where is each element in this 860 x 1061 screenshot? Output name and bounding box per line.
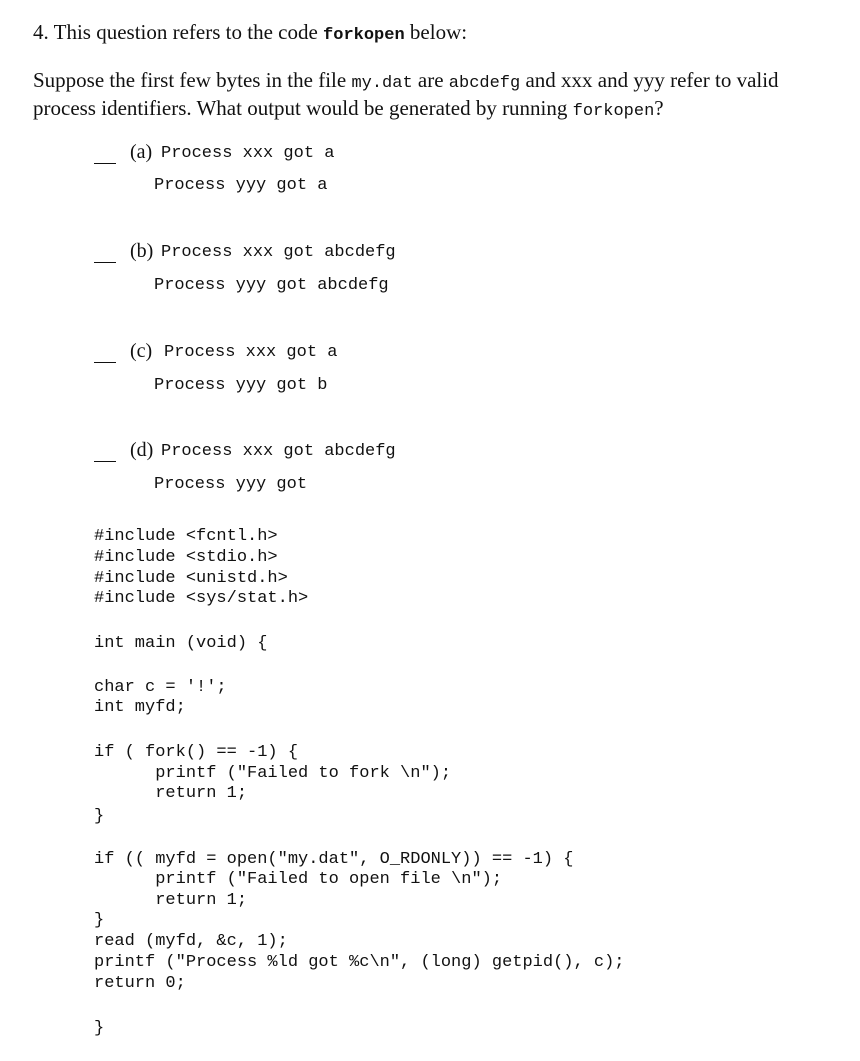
option-line: Process xxx got a [164, 343, 338, 362]
code-line: #include <sys/stat.h> [94, 589, 309, 608]
code-line: } [94, 807, 105, 826]
code-line: } [94, 1019, 105, 1038]
file-name: my.dat [351, 74, 413, 93]
body-text-1: Suppose the first few bytes in the file [33, 68, 347, 92]
question-number: 4. [33, 20, 49, 44]
answer-blank[interactable] [94, 362, 116, 363]
code-line: #include <unistd.h> [94, 569, 288, 588]
question-body [33, 68, 833, 124]
program-name-inline: forkopen [572, 102, 655, 121]
code-line: printf ("Process %ld got %c\n", (long) getpid(), c); [94, 953, 625, 972]
option-line: Process xxx got abcdefg [161, 243, 396, 262]
option-letter: (c) [130, 340, 153, 362]
question-intro: This question refers to the code [53, 20, 318, 44]
code-line: #include <stdio.h> [94, 548, 278, 567]
option-line: Process yyy got a [154, 176, 328, 195]
code-line: #include <fcntl.h> [94, 527, 278, 546]
option-letter: (d) [130, 439, 154, 461]
option-line: Process yyy got b [154, 376, 328, 395]
option-line: Process yyy got [154, 475, 308, 494]
file-bytes: abcdefg [448, 74, 521, 93]
answer-blank[interactable] [94, 461, 116, 462]
body-text-4: ? [654, 96, 664, 120]
code-line: if (( myfd = open("my.dat", O_RDONLY)) == -1) { [94, 850, 574, 869]
question-intro-end: below: [409, 20, 468, 44]
option-line: Process xxx got abcdefg [161, 442, 396, 461]
option-letter: (b) [130, 240, 154, 262]
code-line: printf ("Failed to fork \n"); [94, 764, 452, 783]
option-line: Process xxx got a [161, 144, 335, 163]
code-line: int myfd; [94, 698, 186, 717]
code-line: if ( fork() == -1) { [94, 743, 299, 762]
body-text-2: are [417, 68, 444, 92]
program-name: forkopen [323, 26, 405, 45]
code-line: printf ("Failed to open file \n"); [94, 870, 503, 889]
code-line: char c = '!'; [94, 678, 227, 697]
code-line: int main (void) { [94, 634, 268, 653]
question-heading [33, 19, 467, 49]
code-line: } [94, 911, 105, 930]
body-text-3: and xxx and yyy refer to valid process identifiers. What output would be generated by running [33, 68, 779, 120]
code-line: return 1; [94, 784, 248, 803]
answer-blank[interactable] [94, 262, 116, 263]
answer-blank[interactable] [94, 163, 116, 164]
code-line: read (myfd, &c, 1); [94, 932, 288, 951]
option-line: Process yyy got abcdefg [154, 276, 389, 295]
code-line: return 0; [94, 974, 186, 993]
option-letter: (a) [130, 141, 153, 163]
code-line: return 1; [94, 891, 248, 910]
